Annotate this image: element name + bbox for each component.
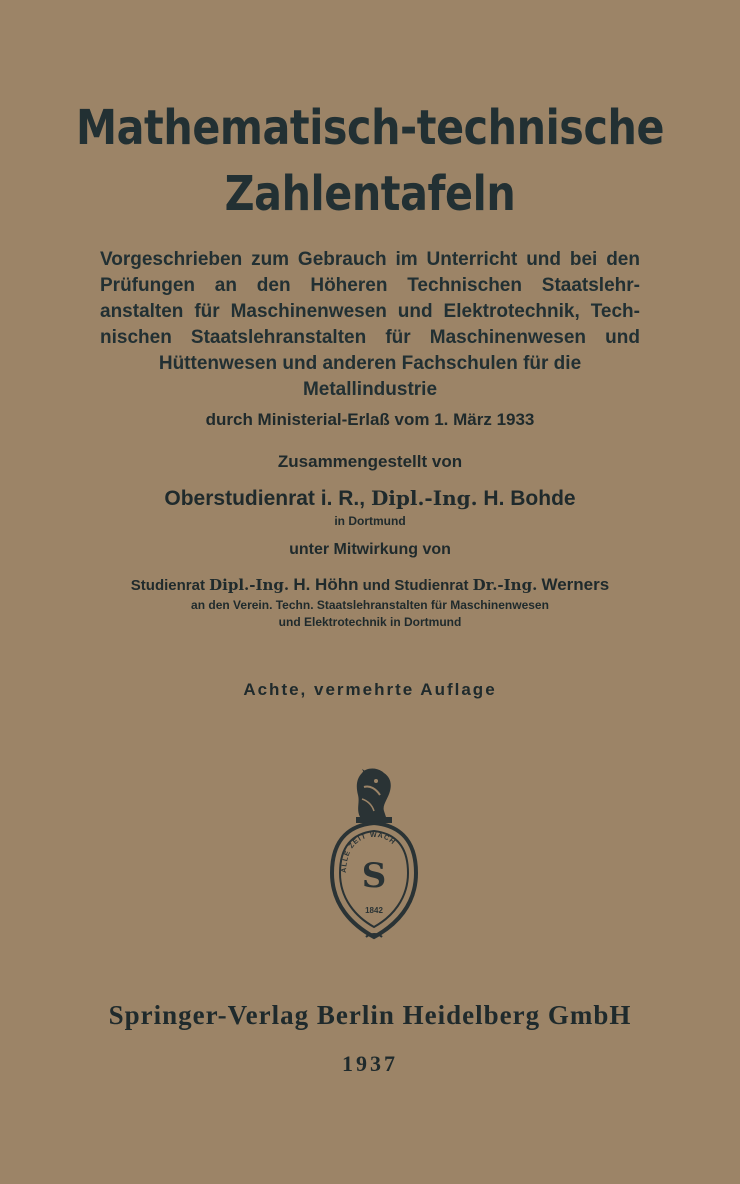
- author-name: H. Bohde: [483, 487, 576, 510]
- subtitle-line: [0, 351, 740, 377]
- subtitle-word: anstalten: [100, 301, 184, 322]
- subtitle-line: [100, 247, 640, 273]
- collaborators-joiner: und: [362, 577, 391, 594]
- seal-monogram: S: [361, 856, 387, 896]
- collaborator-2-title: Studienrat: [394, 577, 469, 594]
- collaborators-line: [0, 575, 740, 595]
- subtitle-word: an: [214, 275, 237, 296]
- subtitle-word: Staatslehranstalten: [190, 327, 367, 348]
- book-title-line-1: Mathematisch-technische: [75, 100, 665, 156]
- subtitle-word: Technischen: [407, 275, 522, 296]
- subtitle-word: für: [385, 327, 411, 348]
- subtitle-word: Maschinenwesen: [429, 327, 587, 348]
- subtitle-line: [0, 377, 740, 403]
- subtitle-word: und: [526, 249, 562, 270]
- author-degree: Dipl.-Ing.: [370, 486, 478, 510]
- collaborator-1-title: Studienrat: [130, 577, 205, 594]
- subtitle-line: [100, 299, 640, 325]
- subtitle-word: den: [256, 275, 291, 296]
- subtitle-word: Tech-: [590, 301, 640, 322]
- subtitle-word: Maschinenwesen: [230, 301, 387, 322]
- subtitle-word: nischen: [100, 327, 172, 348]
- subtitle-word: bei: [569, 249, 598, 270]
- subtitle-block: [0, 247, 740, 403]
- subtitle-word: für: [194, 301, 220, 322]
- author-line: [0, 486, 740, 511]
- compiled-by-label: Zusammengestellt von: [277, 452, 463, 471]
- subtitle-word: Vorgeschrieben: [100, 249, 243, 270]
- springer-horse-seal-icon: [326, 765, 422, 941]
- subtitle-line: [100, 325, 640, 351]
- subtitle-word: Unterricht: [426, 249, 518, 270]
- subtitle-word: Prüfungen: [100, 275, 195, 296]
- seal-ring-text: ALLE ZEIT WACH: [340, 831, 397, 873]
- edition-line: Achte, vermehrte Auflage: [243, 680, 497, 699]
- decree-line: durch Ministerial-Erlaß vom 1. März 1933: [205, 410, 535, 429]
- collaboration-label: unter Mitwirkung von: [289, 541, 451, 558]
- subtitle-word: im: [395, 249, 418, 270]
- subtitle-word: Höheren: [310, 275, 388, 296]
- publication-year: 1937: [342, 1051, 398, 1076]
- subtitle-line: [100, 273, 640, 299]
- collaborator-1-name: H. Höhn: [293, 575, 359, 594]
- subtitle-word: Elektrotechnik,: [443, 301, 580, 322]
- seal-year: 1842: [365, 906, 383, 915]
- collaborator-1-degree: Dipl.-Ing.: [209, 576, 290, 594]
- author-prefix: Oberstudienrat i. R.,: [164, 487, 366, 510]
- collaborator-2-degree: Dr.-Ing.: [472, 576, 538, 594]
- subtitle-word: Gebrauch: [297, 249, 387, 270]
- subtitle-word: und: [397, 301, 433, 322]
- publisher-name: Springer-Verlag Berlin Heidelberg GmbH: [108, 1000, 632, 1030]
- subtitle-word: Hüttenwesen und anderen Fachschulen für die: [158, 353, 582, 374]
- collaborator-2-name: Werners: [541, 575, 610, 594]
- subtitle-word: zum: [251, 249, 290, 270]
- subtitle-word: und: [605, 327, 640, 348]
- author-place: in Dortmund: [334, 514, 406, 528]
- subtitle-word: den: [606, 249, 640, 270]
- subtitle-word: Metallindustrie: [302, 379, 438, 400]
- affiliation-line-1: an den Verein. Techn. Staatslehranstalten für Maschinenwesen: [191, 598, 549, 612]
- subtitle-word: Staatslehr-: [541, 275, 640, 296]
- affiliation-line-2: und Elektrotechnik in Dortmund: [278, 615, 462, 629]
- book-title-line-2: Zahlentafeln: [224, 166, 516, 222]
